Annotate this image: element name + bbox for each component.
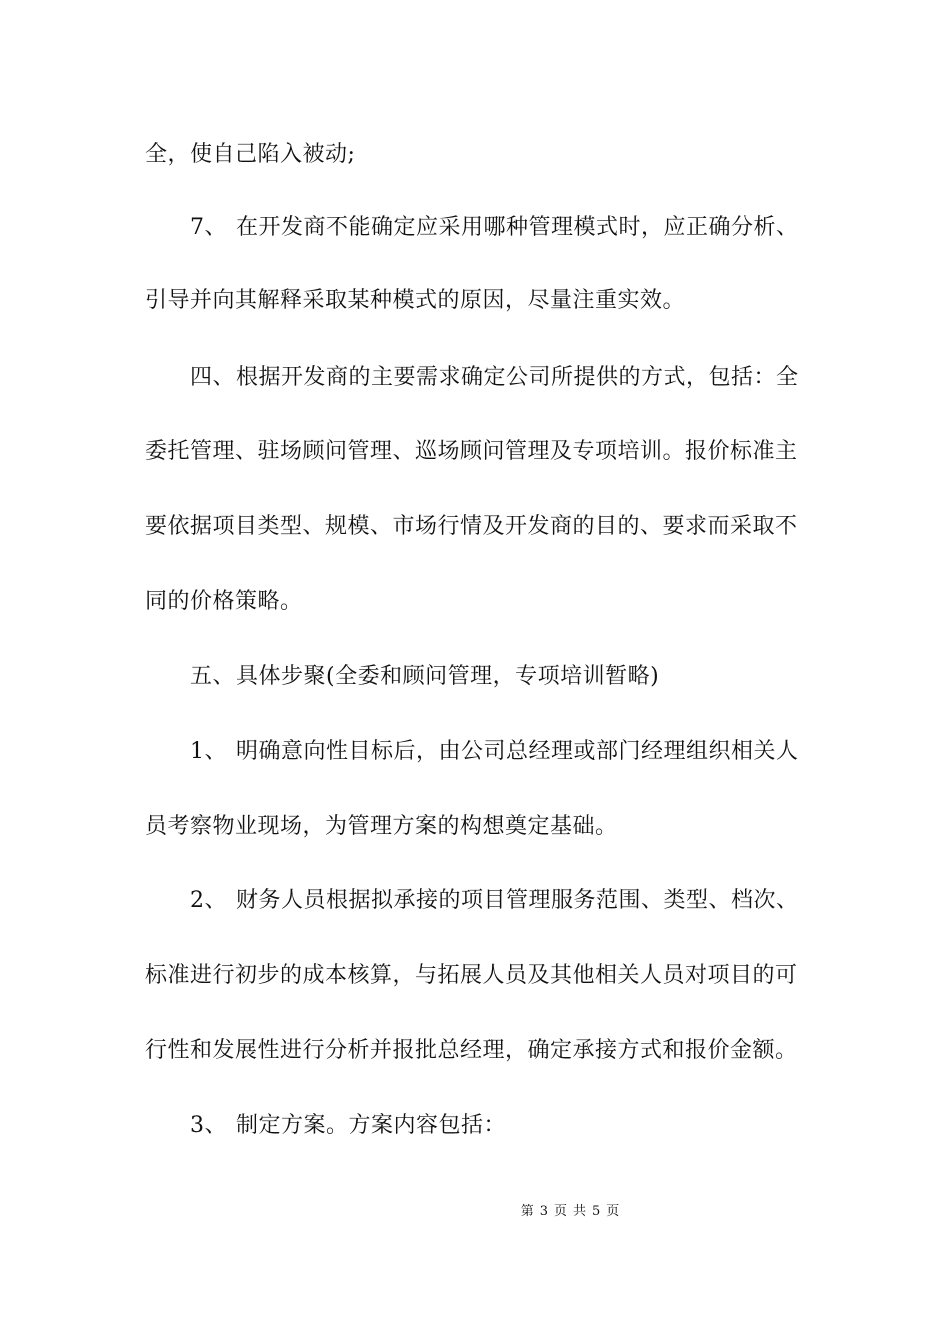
footer-prefix: 第 <box>520 1204 534 1219</box>
footer-page-word: 页 <box>553 1204 567 1219</box>
footer-total-word: 共 <box>573 1204 587 1219</box>
item-number: 1、 <box>190 739 227 764</box>
footer-suffix: 页 <box>606 1204 620 1219</box>
text-line: 行性和发展性进行分析并报批总经理，确定承接方式和报价金额。 <box>145 1038 798 1063</box>
text-line: 同的价格策略。 <box>145 589 303 614</box>
text-line: 根据开发商的主要需求确定公司所提供的方式，包括：全 <box>236 365 799 390</box>
item-number: 7、 <box>190 215 227 240</box>
paragraph-3 <box>190 1111 815 1141</box>
text-line: 标准进行初步的成本核算，与拓展人员及其他相关人员对项目的可 <box>145 963 798 988</box>
current-page-number: 3 <box>539 1204 548 1219</box>
text-line: 员考察物业现场，为管理方案的构想奠定基础。 <box>145 814 618 839</box>
paragraph-1 <box>190 737 815 767</box>
section-5 <box>190 662 815 692</box>
text-line: 制定方案。方案内容包括： <box>236 1113 507 1138</box>
text-line: 在开发商不能确定应采用哪种管理模式时，应正确分析、 <box>236 215 799 240</box>
text-line: 明确意向性目标后，由公司总经理或部门经理组织相关人 <box>236 739 799 764</box>
text-line: 具体步聚(全委和顾问管理，专项培训暂略) <box>236 664 660 689</box>
text-line: 要依据项目类型、规模、市场行情及开发商的目的、要求而采取不 <box>145 514 798 539</box>
total-page-number: 5 <box>592 1204 601 1219</box>
section-4 <box>190 363 815 393</box>
page-footer <box>0 1203 950 1221</box>
text-line: 全，使自己陷入被动; <box>145 142 356 167</box>
item-number: 2、 <box>190 888 227 913</box>
section-number: 五、 <box>190 664 236 689</box>
item-number: 3、 <box>190 1113 227 1138</box>
section-number: 四、 <box>190 365 236 390</box>
text-line: 财务人员根据拟承接的项目管理服务范围、类型、档次、 <box>236 888 799 913</box>
text-line: 引导并向其解释采取某种模式的原因，尽量注重实效。 <box>145 288 686 313</box>
paragraph-2 <box>190 886 815 916</box>
text-line: 委托管理、驻场顾问管理、巡场顾问管理及专项培训。报价标准主 <box>145 439 798 464</box>
paragraph-7 <box>190 213 815 243</box>
